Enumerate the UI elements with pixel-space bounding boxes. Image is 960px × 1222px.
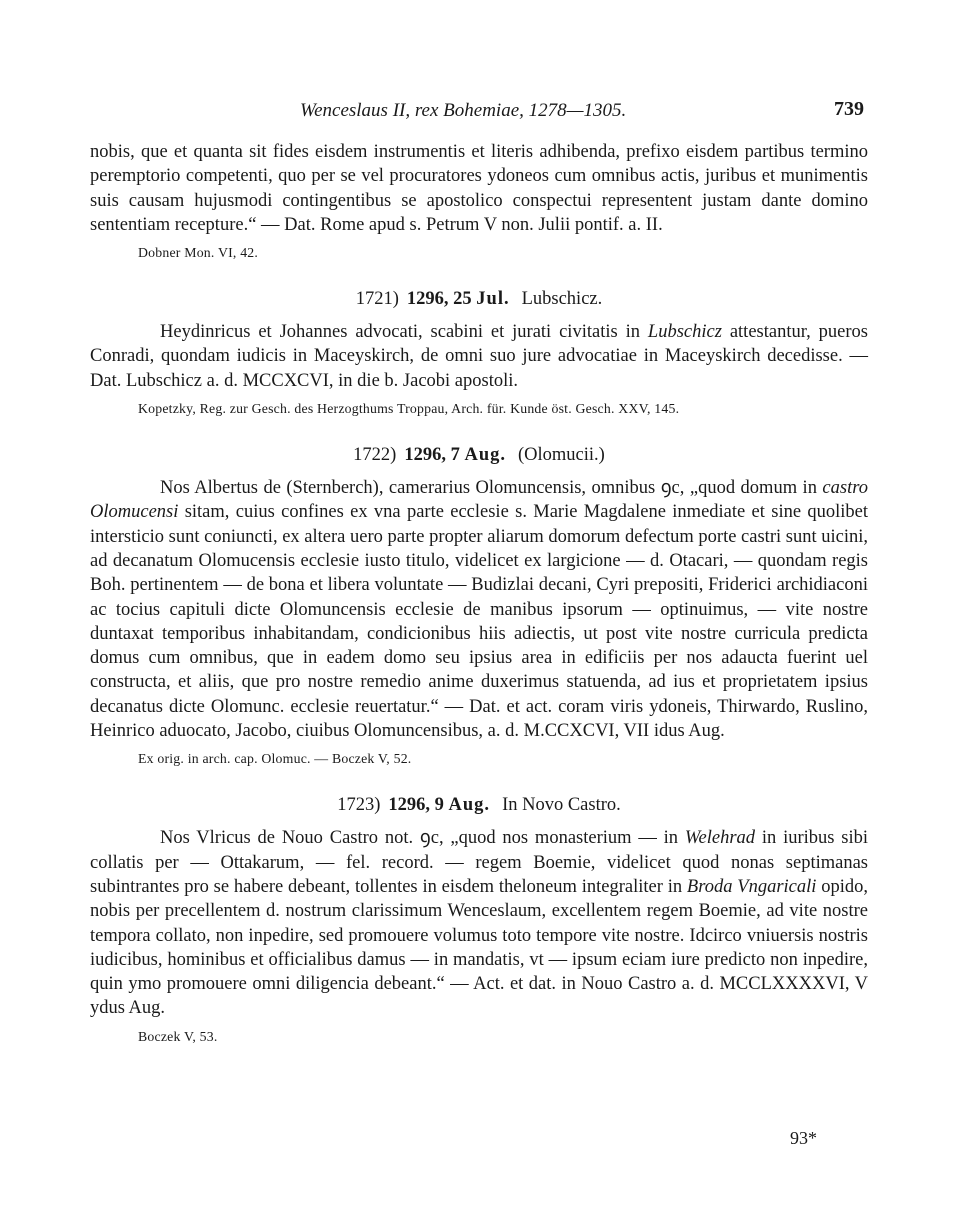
entry-text bbox=[90, 476, 868, 743]
entry-month: Aug. bbox=[464, 445, 506, 466]
signature-mark: 93* bbox=[790, 1128, 817, 1148]
text-run: Heydinricus et Johannes advocati, scabini et jurati civitatis in bbox=[160, 322, 648, 343]
place-name-italic: Lubschicz bbox=[647, 322, 722, 343]
page-header bbox=[0, 100, 960, 130]
entry-date: 1296, 9 bbox=[388, 795, 444, 816]
entry-text bbox=[90, 826, 868, 1020]
place-name-italic: castro Olomucensi bbox=[90, 478, 868, 523]
text-run: Nos Albertus de (Sternberch), camerarius Olomuncensis, omnibus ꝯc, „quod domum in bbox=[160, 478, 823, 499]
source-citation: Kopetzky, Reg. zur Gesch. des Herzogthums Troppau, Arch. für. Kunde öst. Gesch. XXV, 145. bbox=[138, 401, 680, 417]
entry-number: 1722) bbox=[353, 445, 397, 466]
entry-number: 1721) bbox=[355, 289, 399, 310]
entry-1723 bbox=[90, 795, 868, 1046]
entry-heading bbox=[90, 795, 868, 816]
place-name-italic: Welehrad bbox=[684, 828, 756, 849]
entry-heading bbox=[90, 289, 868, 310]
running-title: Wenceslaus II, rex Bohemiae, 1278—1305. bbox=[300, 100, 627, 121]
entry-place: (Olomucii.) bbox=[518, 445, 605, 466]
entry-place: Lubschicz. bbox=[521, 289, 603, 310]
source-citation: Boczek V, 53. bbox=[138, 1028, 218, 1044]
source-citation: Dobner Mon. VI, 42. bbox=[138, 245, 259, 261]
text-run: attestantur, pueros Conradi, quondam iudicis in Maceyskirch, de omni suo jure advocatiae in Maceyskirch decedisse. — Dat. Lubschicz a. d. MCCXCVI, in die b. Jacobi apostoli. bbox=[90, 322, 869, 391]
entry-1721 bbox=[90, 289, 868, 419]
continuation-paragraph: nobis, que et quanta sit fides eisdem instrumentis et literis adhibenda, prefixo eisdem partibus termino peremptorio competenti, quo per se vel procuratores ydoneos cum omnibus actis, juribus et munimentis suis causam hujusmodi contingentibus se apostolico conspectui representent justam dante domino sententiam recepture.“ — Dat. Rome apud s. Petrum V non. Julii pontif. a. II. bbox=[90, 142, 868, 235]
entry-1722 bbox=[90, 445, 868, 769]
entry-date: 1296, 25 bbox=[406, 289, 472, 310]
source-citation: Ex orig. in arch. cap. Olomuc. — Boczek V, 52. bbox=[138, 751, 412, 767]
page-body bbox=[90, 140, 868, 1047]
entry-place: In Novo Castro. bbox=[502, 795, 621, 816]
text-run: in iuribus sibi collatis per — Ottakarum, — fel. record. — regem Boemie, videlicet quod nonas septimanas subintrantes pro se habere debeant, tollentes in eisdem theloneum integraliter in bbox=[90, 828, 868, 897]
entry-number: 1723) bbox=[337, 795, 381, 816]
text-run: sitam, cuius confines ex vna parte ecclesie s. Marie Magdalene inmediate et sine quolibet intersticio sunt coniuncti, ex altera uero parte propter aliarum domorum defectum porte castri sunt uicini, ad decanatum Olomucensis ecclesie iusto titulo, videlicet ex largicione — d. Otacari, — quondam regis Boh. pertinentem — de bona et libera voluntate — Budizlai decani, Cyri prepositi, Friderici archidiaconi ac tocius capituli dicte Olomuncensis ecclesie de manibus ipsorum — optinuimus, — vite nostre duntaxat temporibus inhabitandam, condicionibus hiis adiectis, ut post vite nostre curricula predicta domus cum omnibus, que in eadem domo seu ipsius area in edificiis per nos adaucta fuerint uel constructa, et aliis, que pro nostre remedio anime duxerimus statuenda, ad ius et proprietatem ipsius decanatus dicte Olomunc. ecclesie reuertatur.“ — Dat. et act. coram viris ydoneis, Thirwardo, Ruslino, Heinrico aduocato, Jacobo, ciuibus Olomuncensibus, a. d. M.CCXCVI, VII idus Aug. bbox=[90, 502, 868, 742]
entry-date: 1296, 7 bbox=[404, 445, 460, 466]
entry-text bbox=[90, 320, 868, 393]
place-name-italic: Broda Vngaricali bbox=[686, 876, 817, 897]
text-run: opido, nobis per precellentem d. nostrum clarissimum Wenceslaum, excellentem regem Boemie, ad vite nostre tempora collato, non inpedire, sed promouere volumus toto tempore vite nostre. Idcirco vniuersis nostris iudicibus, hominibus et officialibus damus — in mandatis, vt — ipsum eciam iure predicto non inpedire, quin ymo promouere omni diligencia debeant.“ — Act. et dat. in Nouo Castro a. d. MCCLXXXXVI, V ydus Aug. bbox=[90, 876, 869, 1019]
entry-month: Aug. bbox=[448, 795, 491, 816]
page-number: 739 bbox=[834, 98, 864, 120]
text-run: Nos Vlricus de Nouo Castro not. ꝯc, „quod nos monasterium — in bbox=[160, 828, 685, 849]
entry-heading bbox=[90, 445, 868, 466]
entry-month: Jul. bbox=[476, 289, 510, 310]
